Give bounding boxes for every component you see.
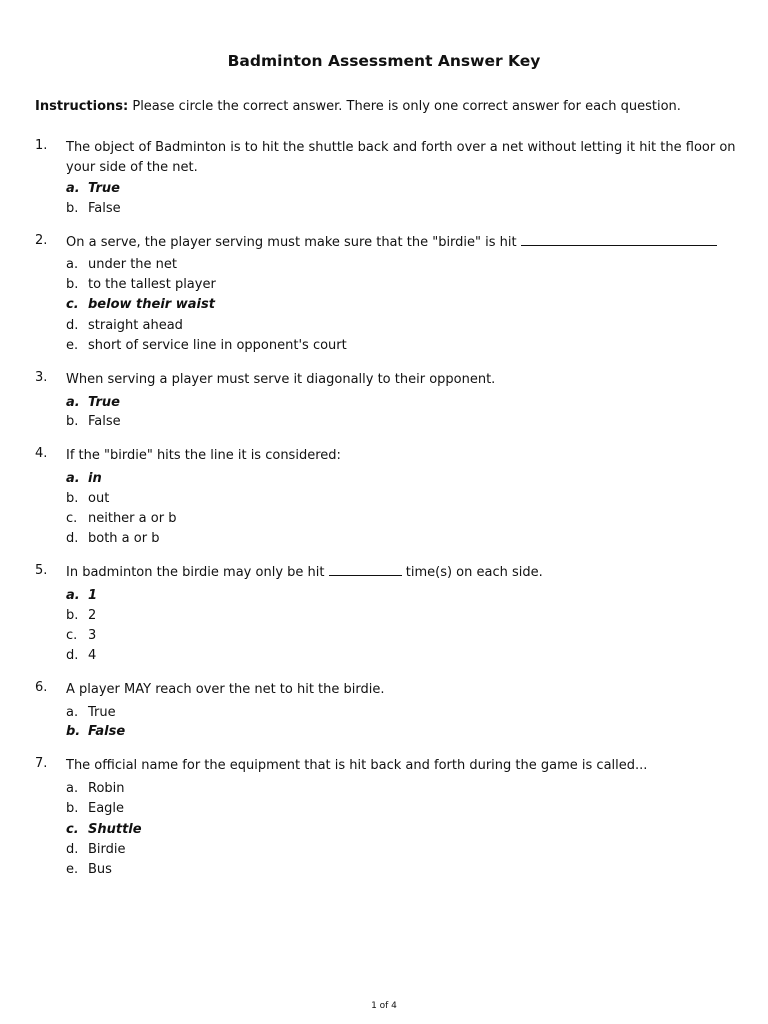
- option-letter: d.: [66, 648, 79, 663]
- option-1b: [66, 201, 121, 217]
- option-letter: c.: [66, 822, 79, 837]
- option-5a: [66, 588, 97, 604]
- option-letter: d.: [66, 318, 79, 333]
- option-text: 3: [88, 628, 97, 643]
- option-2b: [66, 277, 216, 293]
- option-3a: [66, 395, 120, 411]
- instructions-label: Instructions:: [35, 99, 129, 114]
- option-7b: [66, 801, 124, 817]
- option-2a: [66, 257, 177, 273]
- option-text: True: [88, 705, 116, 720]
- question-number: 2.: [35, 233, 48, 248]
- option-5c: [66, 628, 96, 644]
- option-text: out: [88, 491, 110, 506]
- option-4b: [66, 491, 109, 507]
- question-text: The official name for the equipment that is hit back and forth during the game is called...: [66, 758, 648, 773]
- option-6a: [66, 705, 116, 721]
- option-4c: [66, 511, 176, 527]
- option-text: True: [88, 181, 120, 196]
- option-7a: [66, 781, 125, 797]
- option-text: False: [88, 414, 121, 429]
- option-letter: b.: [66, 801, 79, 816]
- question-text: If the "birdie" hits the line it is considered:: [66, 448, 341, 463]
- option-letter: a.: [66, 781, 79, 796]
- option-text: under the net: [88, 257, 178, 272]
- question-number: 7.: [35, 756, 48, 771]
- option-letter: b.: [66, 724, 81, 739]
- option-5d: [66, 648, 96, 664]
- question-number: 1.: [35, 138, 48, 153]
- option-letter: a.: [66, 395, 80, 410]
- option-letter: e.: [66, 338, 79, 353]
- question-number: 4.: [35, 446, 48, 461]
- option-letter: b.: [66, 201, 79, 216]
- option-1a: [66, 181, 120, 197]
- option-letter: a.: [66, 705, 79, 720]
- option-text: short of service line in opponent's court: [88, 338, 347, 353]
- option-text: below their waist: [88, 297, 215, 312]
- option-2d: [66, 318, 183, 334]
- option-text: True: [88, 395, 120, 410]
- option-text: Bus: [88, 862, 112, 877]
- option-letter: c.: [66, 628, 78, 643]
- question-text: In badminton the birdie may only be hit: [66, 565, 325, 580]
- option-7d: [66, 842, 126, 858]
- option-text: 1: [88, 588, 98, 603]
- page-title: Badminton Assessment Answer Key: [227, 52, 541, 70]
- option-letter: a.: [66, 588, 80, 603]
- option-letter: d.: [66, 531, 79, 546]
- question-text-wrap: [66, 233, 736, 253]
- instructions-text: Please circle the correct answer. There is only one correct answer for each question.: [132, 99, 681, 114]
- option-text: Birdie: [88, 842, 126, 857]
- question-text: When serving a player must serve it diagonally to their opponent.: [66, 372, 496, 387]
- option-2c: [66, 297, 215, 313]
- question-text: A player MAY reach over the net to hit the birdie.: [66, 682, 385, 697]
- option-text: Shuttle: [88, 822, 142, 837]
- option-text: both a or b: [88, 531, 160, 546]
- option-letter: b.: [66, 277, 79, 292]
- page-indicator: 1 of 4: [371, 1001, 397, 1011]
- option-2e: [66, 338, 347, 354]
- question-text: The object of Badminton is to hit the shuttle back and forth over a net without letting it hit the floor on your side of the net.: [66, 140, 736, 175]
- option-letter: c.: [66, 297, 79, 312]
- question-number: 3.: [35, 370, 48, 385]
- instructions: [35, 99, 681, 114]
- option-text: 2: [88, 608, 97, 623]
- option-7e: [66, 862, 112, 878]
- option-text: in: [88, 471, 102, 486]
- option-letter: d.: [66, 842, 79, 857]
- option-letter: e.: [66, 862, 79, 877]
- option-letter: b.: [66, 608, 79, 623]
- option-letter: b.: [66, 414, 79, 429]
- option-letter: a.: [66, 257, 79, 272]
- question-number: 6.: [35, 680, 48, 695]
- answer-blank: [329, 563, 402, 576]
- option-5b: [66, 608, 96, 624]
- question-number: 5.: [35, 563, 48, 578]
- option-7c: [66, 822, 142, 838]
- question-text-wrap: [66, 563, 736, 583]
- option-letter: c.: [66, 511, 78, 526]
- option-letter: a.: [66, 471, 80, 486]
- option-text: to the tallest player: [88, 277, 216, 292]
- option-6b: [66, 724, 125, 740]
- option-text: Eagle: [88, 801, 125, 816]
- answer-blank: [521, 233, 717, 246]
- option-text: straight ahead: [88, 318, 183, 333]
- question-text: On a serve, the player serving must make sure that the "birdie" is hit: [66, 235, 517, 250]
- option-text: False: [88, 724, 126, 739]
- option-text: neither a or b: [88, 511, 177, 526]
- option-4d: [66, 531, 159, 547]
- option-text: Robin: [88, 781, 125, 796]
- question-text-after: time(s) on each side.: [405, 565, 543, 580]
- option-3b: [66, 414, 121, 430]
- option-text: 4: [88, 648, 97, 663]
- option-letter: b.: [66, 491, 79, 506]
- option-4a: [66, 471, 102, 487]
- option-letter: a.: [66, 181, 80, 196]
- option-text: False: [88, 201, 121, 216]
